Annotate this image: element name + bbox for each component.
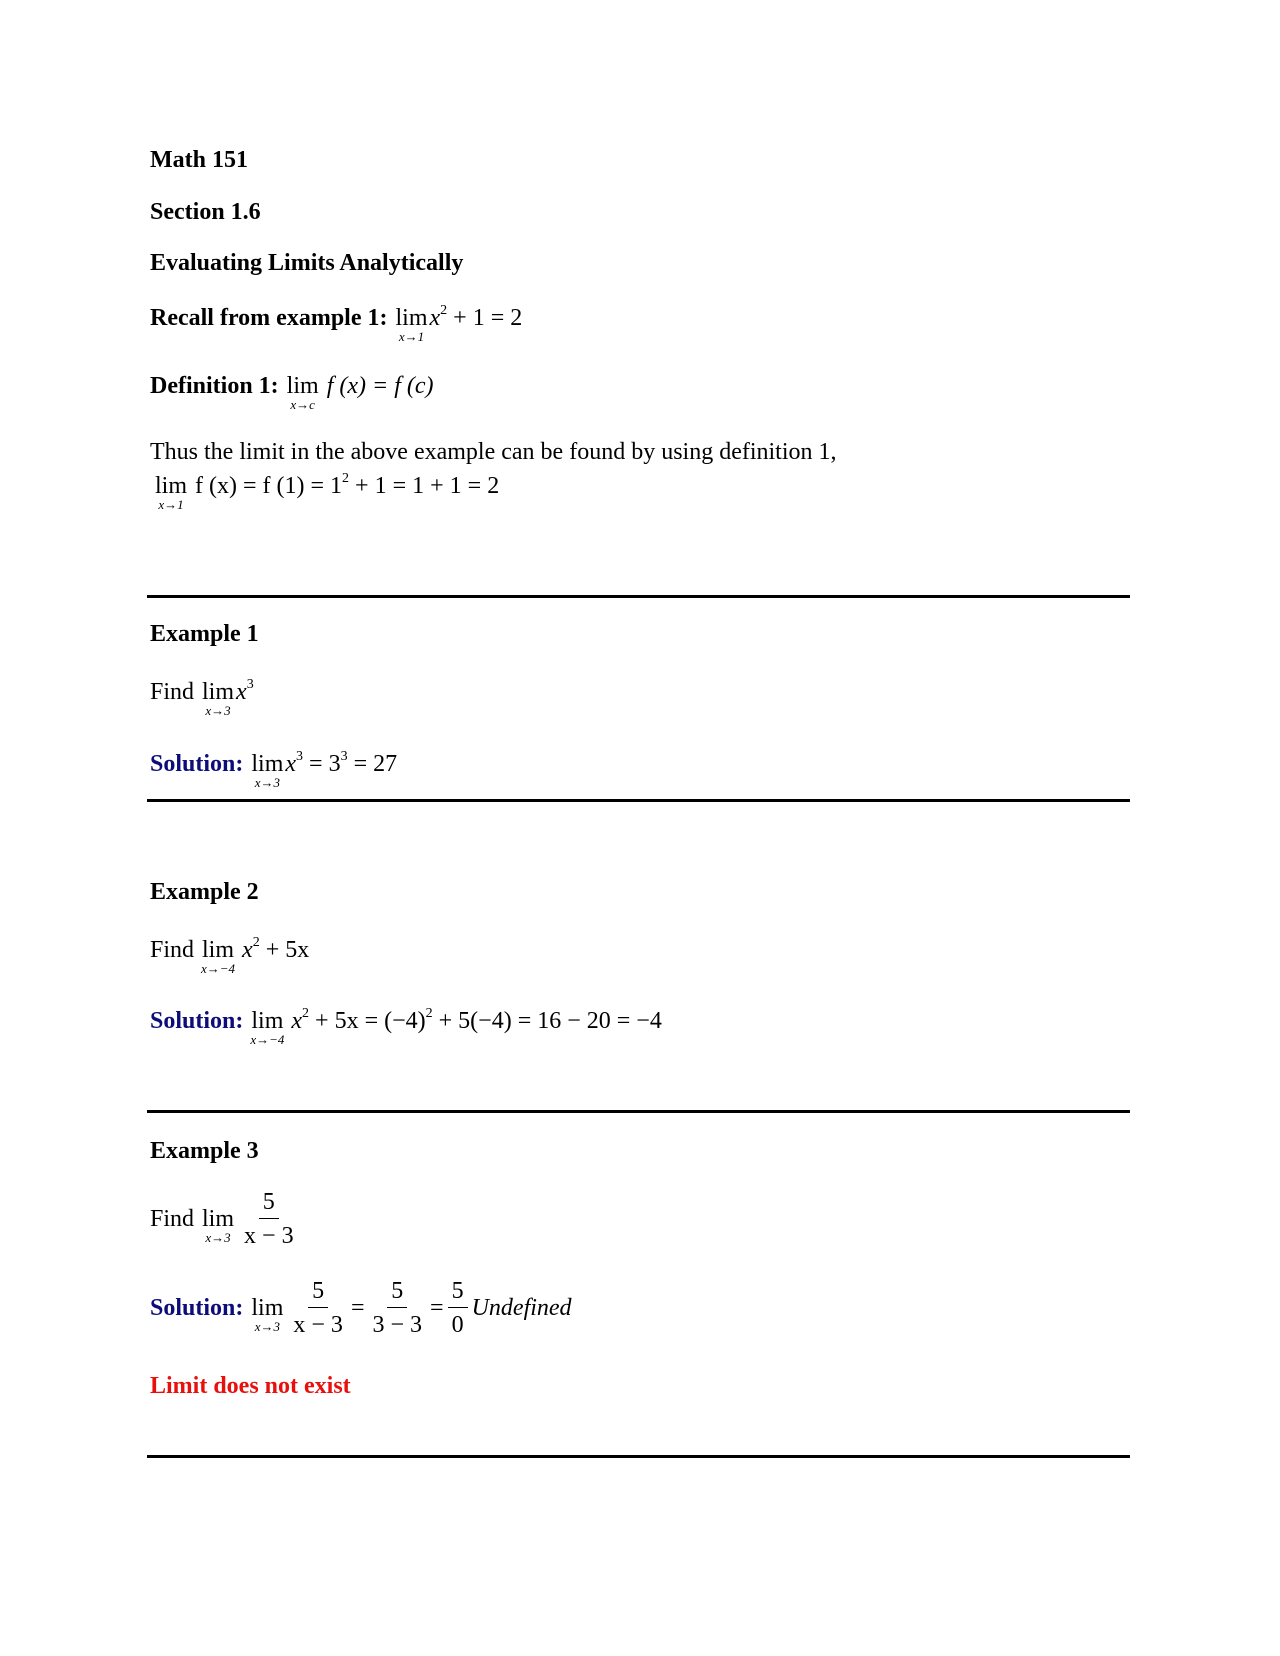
divider bbox=[147, 1110, 1130, 1113]
example1-limit: lim x→3 bbox=[202, 679, 235, 718]
solution-label: Solution: bbox=[150, 1295, 244, 1321]
definition-label: Definition 1: bbox=[150, 373, 279, 399]
recall-line: Recall from example 1: lim x→1 $x^2 + 1 = 2$ bbox=[150, 303, 523, 344]
example1-solution-limit: lim x→3 bbox=[251, 751, 284, 790]
example3-fraction: $\frac{5}{x - 3}$ bbox=[244, 1189, 294, 1249]
course-title: Math 151 bbox=[150, 147, 248, 173]
example3-solution: Solution: lim x→3 $\frac{5}{x - 3}$ = $\frac{5}{3 - 3}$ = $\frac{5}{0}$ Undefined bbox=[150, 1278, 572, 1338]
undefined-label: Undefined bbox=[471, 1295, 572, 1321]
thus-text: Thus the limit in the above example can be found by using definition 1, bbox=[150, 439, 837, 465]
solution-fraction-2: $\frac{5}{3 - 3}$ bbox=[372, 1278, 423, 1338]
example2-limit: lim x→−4 bbox=[200, 937, 236, 976]
page-title: Evaluating Limits Analytically bbox=[150, 250, 464, 276]
example2-solution-limit: lim x→−4 bbox=[250, 1008, 285, 1047]
solution-fraction-1: $\frac{5}{x - 3}$ bbox=[293, 1278, 343, 1338]
example3-problem: Find lim x→3 $\frac{5}{x - 3}$ bbox=[150, 1190, 302, 1248]
example3-title: Example 3 bbox=[150, 1138, 259, 1164]
example2-title: Example 2 bbox=[150, 879, 259, 905]
conclusion-text: Limit does not exist bbox=[150, 1373, 351, 1399]
section-title: Section 1.6 bbox=[150, 199, 261, 225]
divider bbox=[147, 595, 1130, 598]
solution-label: Solution: bbox=[150, 751, 244, 777]
solution-label: Solution: bbox=[150, 1008, 244, 1034]
definition-limit: lim x→c bbox=[286, 373, 319, 412]
divider bbox=[147, 1455, 1130, 1458]
thus-equation: lim x→1 f (x) = f $(1) = 1^2 + 1 = 1 + 1 = 2$ bbox=[155, 471, 500, 512]
thus-limit: lim x→1 bbox=[155, 473, 188, 512]
example3-solution-limit: lim x→3 bbox=[251, 1295, 284, 1334]
example3-limit: lim x→3 bbox=[202, 1206, 235, 1245]
definition-expression: f (x) = f (c) bbox=[326, 373, 434, 399]
example1-problem: Find lim x→3 $x^3$ bbox=[150, 677, 254, 718]
example1-title: Example 1 bbox=[150, 621, 259, 647]
example2-problem: Find lim x→−4 $x^2 + 5x$ bbox=[150, 935, 310, 976]
solution-fraction-3: $\frac{5}{0}$ bbox=[448, 1279, 468, 1337]
divider bbox=[147, 799, 1130, 802]
definition-line bbox=[150, 373, 434, 412]
recall-label: Recall from example 1: bbox=[150, 305, 388, 331]
example2-solution: Solution: lim x→−4 $x^2 + 5x = (-4)^2 + 5(-4) = 16 - 20 = -4$ bbox=[150, 1006, 662, 1047]
recall-limit: lim x→1 bbox=[395, 305, 428, 344]
example1-solution: Solution: lim x→3 $x^3 = 3^3 = 27$ bbox=[150, 749, 398, 790]
